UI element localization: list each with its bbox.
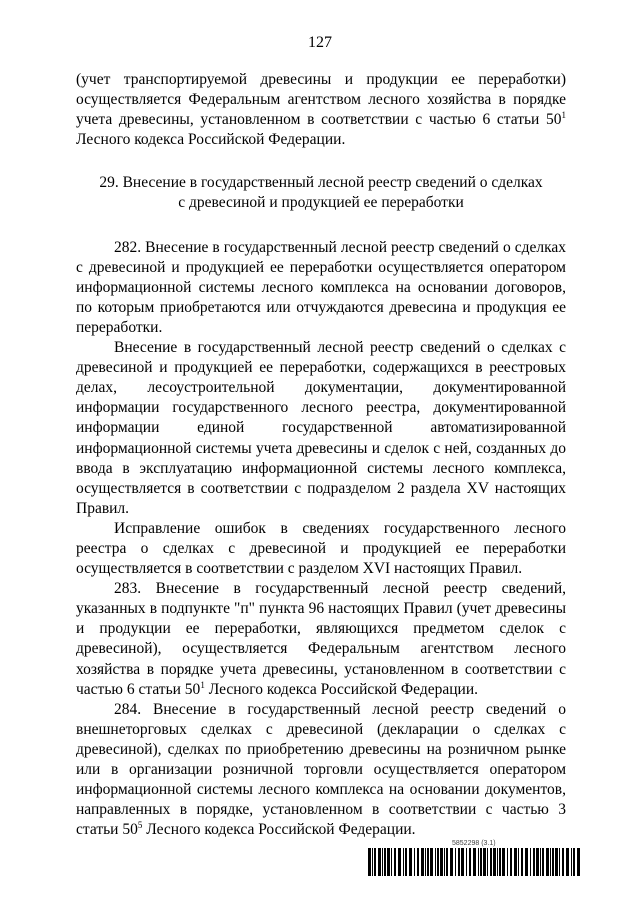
paragraph-284: 284. Внесение в государственный лесной реестр сведений о внешнеторговых сделках с древесиной (декларации о сделках с древесиной), сделках по приобретению древесины на розничном рынке или в организации розничной торговли осуществляется оператором информационной системы лесного комплекса на основании документов, направленных в порядке, установленном в соответствии с частью 3 статьи $50^5$ Лесного кодекса Российской Федерации. (76, 700, 566, 839)
paragraph-282-entry: Внесение в государственный лесной реестр сведений о сделках с древесиной и продукцией ее переработки, содержащихся в реестровых делах, лесоустроительной документации, документированной информации государственного лесного реестра, документированной информации единой государственной автоматизированной информационной системы учета древесины и сделок с ней, созданных до ввода в эксплуатацию информационной системы лесного комплекса, осуществляется в соответствии с подразделом 2 раздела XV настоящих Правил. (76, 339, 566, 517)
document-body (76, 70, 566, 840)
superscript: 5 (137, 820, 143, 831)
section-heading-line-1: 29. Внесение в государственный лесной реестр сведений о сделках (99, 174, 543, 192)
intro-paragraph: (учет транспортируемой древесины и продукции ее переработки) осуществляется Федеральным агентством лесного хозяйства в порядке учета древесины, установленном в соответствии с частью 6 статьи $50^1$ Лесного кодекса Российской Федерации. (76, 71, 566, 149)
section-heading (76, 173, 566, 213)
barcode-label: 5852298 (3.1) (452, 840, 496, 847)
barcode-image (368, 848, 584, 876)
superscript: 1 (200, 679, 205, 690)
page-number: 127 (308, 34, 332, 51)
section-heading-line-2: с древесиной и продукцией ее переработки (178, 194, 464, 212)
paragraph-282: 282. Внесение в государственный лесной реестр сведений о сделках с древесиной и продукцией ее переработки осуществляется оператором информационной системы лесного комплекса на основании договоров, по которым приобретаются или отчуждаются древесина и продукция ее переработки. (76, 238, 566, 336)
paragraph-283: 283. Внесение в государственный лесной реестр сведений, указанных в подпункте "п" пункта 96 настоящих Правил (учет древесины и продукции ее переработки, являющихся предметом сделок с древесиной), осуществляется Федеральным агентством лесного хозяйства в порядке учета древесины, установленном в соответствии с частью 6 статьи $50^1$ Лесного кодекса Российской Федерации. (76, 580, 566, 698)
superscript: 1 (561, 110, 566, 121)
paragraph-282-corrections: Исправление ошибок в сведениях государственного лесного реестра о сделках с древесиной и продукцией ее переработки осуществляется в соответствии с разделом XVI настоящих Правил. (76, 519, 566, 578)
